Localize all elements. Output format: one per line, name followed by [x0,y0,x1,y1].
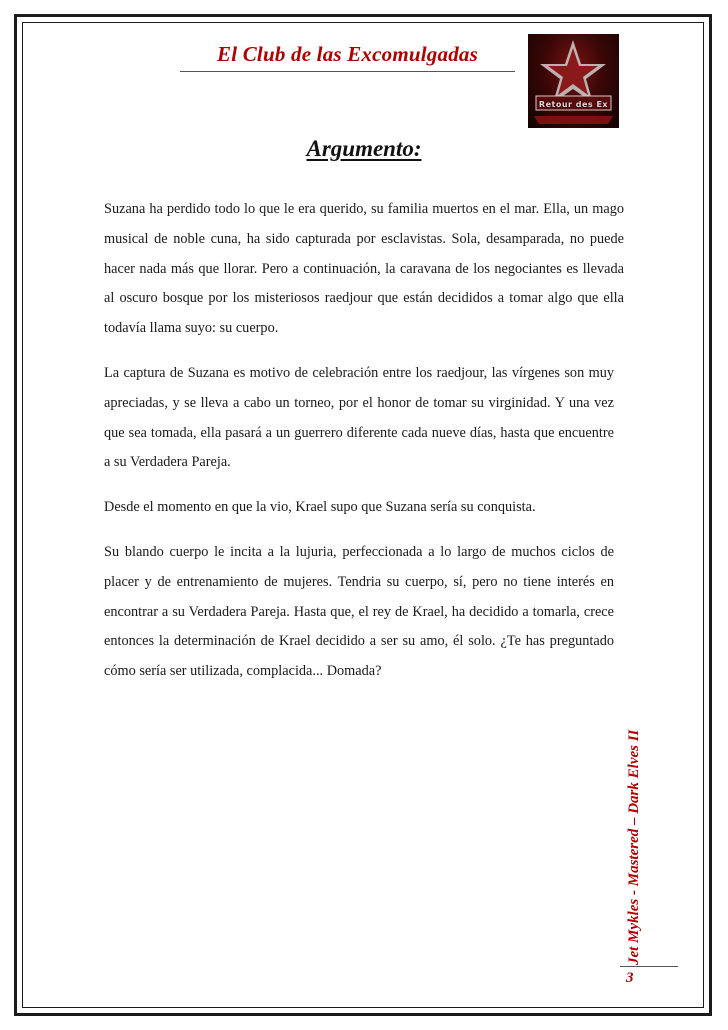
paragraph-2: La captura de Suzana es motivo de celebración entre los raedjour, las vírgenes son muy apreciadas, y se lleva a cabo un torneo, por el honor de tomar su virginidad. Y una vez que sea tomada, ella pasará a un guerrero diferente cada nueve días, hasta que encuentre a su Verdadera Pareja. [104,364,614,471]
logo-star-icon [528,34,619,128]
paragraph-1: Suzana ha perdido todo lo que le era querido, su familia muertos en el mar. Ella, un mago musical de noble cuna, ha sido capturada por esclavistas. Sola, desamparada, no puede hacer nada más que llorar. Pero a continuación, la caravana de los negociantes es llevada al oscuro bosque por los misteriosos raedjour que están decididos a tomar algo que ella todavía llama suyo: su cuerpo. [104,201,624,337]
paragraph-3: Desde el momento en que la vio, Krael supo que Suzana sería su conquista. [104,499,536,516]
logo-label: Retour des Ex [538,100,609,109]
header-divider [180,71,515,72]
body-text [104,195,624,702]
vertical-book-title: Jet Mykles - Mastered – Dark Elves II [626,729,642,965]
header-title: El Club de las Excomulgadas [217,42,478,66]
paragraph-4: Su blando cuerpo le incita a la lujuria, perfeccionada a lo largo de muchos ciclos de placer y de entrenamiento de mujeres. Tendria su cuerpo, sí, pero no tiene interés en encontrar a su Verdadera Pareja. Hasta que, el rey de Krael, ha decidido a tomarla, crece entonces la determinación de Krael decidido a ser su amo, él solo. ¿Te has preguntado cómo sería ser utilizada, complacida... Domada? [104,543,614,680]
footer-divider [620,966,678,967]
page-number: 3 [626,970,634,986]
section-heading: Argumento: [306,136,422,161]
club-logo [528,34,619,128]
